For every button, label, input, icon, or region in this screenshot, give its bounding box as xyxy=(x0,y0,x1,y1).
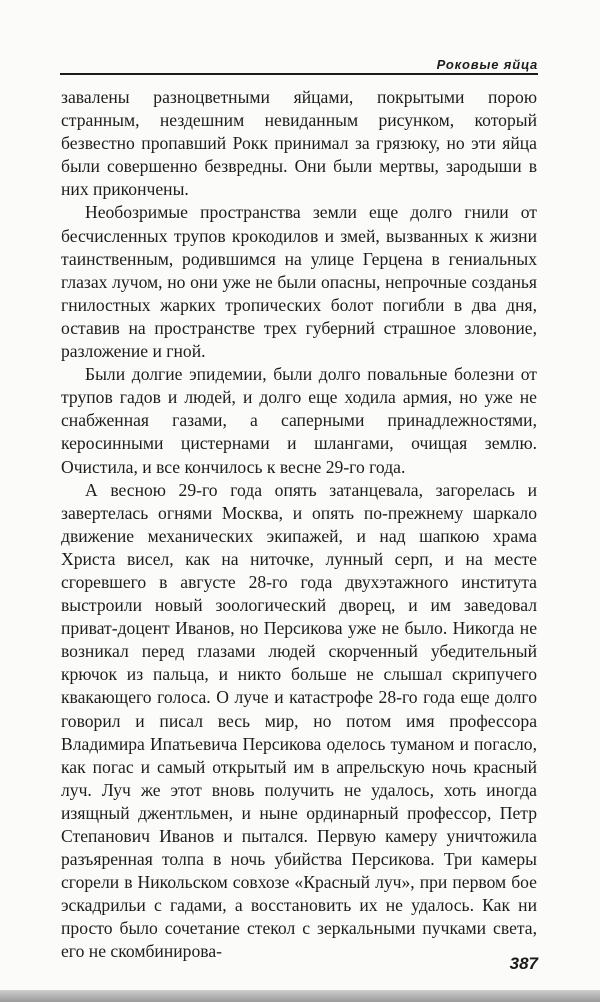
page-bottom-edge xyxy=(0,990,600,1002)
running-title: Роковые яйца xyxy=(436,57,538,72)
page-number: 387 xyxy=(509,954,538,973)
paragraph: Необозримые пространства земли еще долго гнили от бесчисленных трупов крокодилов и змей, вызванных к жизни таинственным, родившимся на улице Герцена в гениальных глазах лучом, но они уже не были опасны, непрочные созданья гнилостных жарких тропических болот погибли в два дня, оставив на пространстве трех губерний страшное зловоние, разложение и гной. xyxy=(61,202,537,362)
body-text xyxy=(61,86,537,964)
paragraph: Были долгие эпидемии, были долго повальные болезни от трупов гадов и людей, и долго еще ходила армия, но уже не снабженная газами, а саперными принадлежностями, керосинными цистернами и шлангами, очищая землю. Очистила, и все кончилось к весне 29-го года. xyxy=(61,364,537,477)
header-rule xyxy=(60,73,538,75)
paragraph: А весною 29-го года опять затанцевала, загорелась и завертелась огнями Москва, и опять по-прежнему шаркало движение механических экипажей, и над шапкою храма Христа висел, как на ниточке, лунный серп, и на месте сгоревшего в августе 28-го года двухэтажного института выстроили новый зоологический дворец, и им заведовал приват-доцент Иванов, но Персикова уже не было. Никогда не возникал перед глазами людей скорченный убедительный крючок из пальца, и никто больше не слышал скрипучего квакающего голоса. О луче и катастрофе 28-го года еще долго говорил и писал весь мир, но потом имя профессора Владимира Ипатьевича Персикова оделось туманом и погасло, как погас и самый открытый им в апрельскую ночь красный луч. Луч же этот вновь получить не удалось, хоть иногда изящный джентльмен, и ныне ординарный профессор, Петр Степанович Иванов и пытался. Первую камеру уничтожила разъяренная толпа в ночь убийства Персикова. Три камеры сгорели в Никольском совхозе «Красный луч», при первом бое эскадрильи с гадами, а восстановить их не удалось. Как ни просто было сочетание стекол с зеркальными пучками света, его не скомбинирова- xyxy=(61,479,537,962)
paragraph-continuation: завалены разноцветными яйцами, покрытыми порою странным, нездешним невиданным рисунком, который безвестно пропавший Рокк принимал за грязюку, но эти яйца были совершенно безвредны. Они были мертвы, зародыши в них прикончены. xyxy=(61,87,537,200)
